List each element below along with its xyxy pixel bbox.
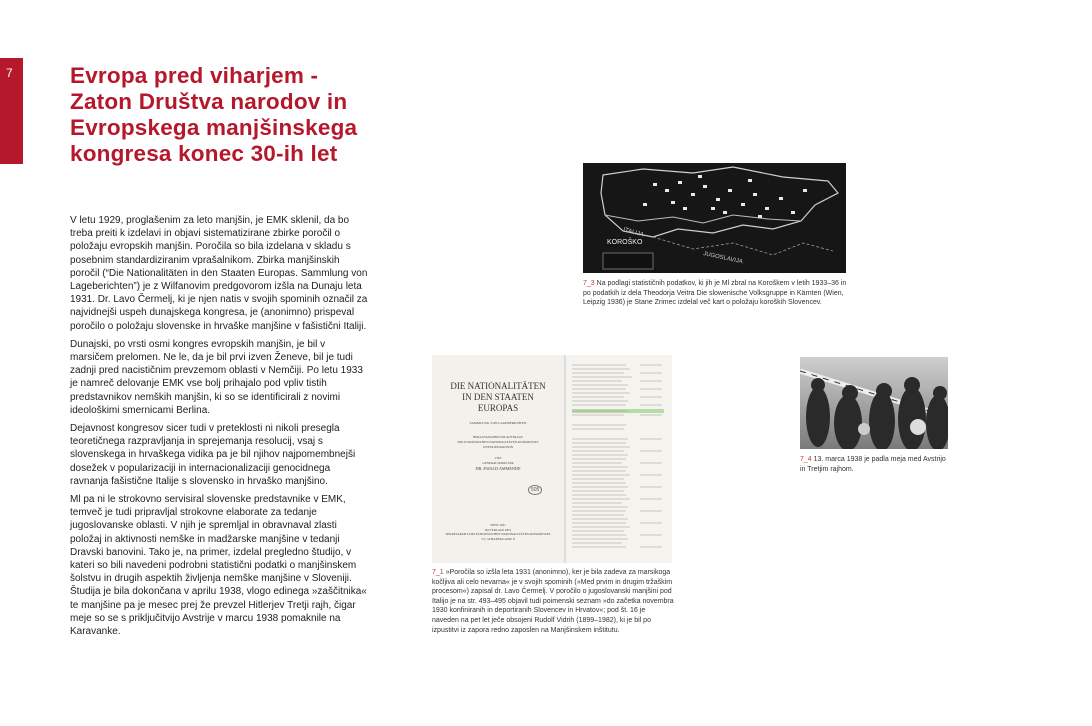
book-publisher <box>438 435 558 471</box>
book-title-line: IN DEN STAATEN <box>462 392 534 402</box>
map-label: ITALIJA <box>622 227 645 239</box>
page-title-line: kongresa konec 30-ih let <box>70 141 338 166</box>
publisher-line: HERAUSGEGEBEN IM AUFTRAGE <box>473 435 523 439</box>
caption-text: 13. marca 1938 je padla meja med Avstrijo in Tretjim rajhom. <box>800 456 946 473</box>
caption-text: Na podlagi statističnih podatkov, ki jih je Ml zbral na Koroškem v letih 1933–36 in po podatkih iz dela Theodorja Veitra Die slowenische Volksgruppe in Kärnten (Wien, Leipzig 1936) je Stane Zrimec izdelal več kart o položaju koroških Slovencev. <box>583 280 847 307</box>
title-page <box>432 355 564 563</box>
book-scan <box>432 355 672 563</box>
list-lines <box>566 355 672 563</box>
carinthia-map <box>583 163 846 273</box>
list-page <box>566 355 672 563</box>
book-title-line: EUROPAS <box>477 403 519 413</box>
photo-caption <box>800 455 950 474</box>
map-caption <box>583 279 848 308</box>
publisher-line: DES EUROPÄISCHEN NATIONALITÄTEN-KONGRESSES <box>457 440 539 444</box>
paragraph: V letu 1929, proglašenim za leto manjšin, je EMK sklenil, da bo treba preiti k izdelavi in objavi sistematizirane zbirke poročil o položaju evropskih manjšin. Poročila so bila izdelana v skladu s posebnim standardiziranim vprašalnikom. Zbirka manjšinskih poročil (“Die Nationalitäten in den Staaten Europas. Sammlung von Lageberichten”) je z Wilfanovim predgovorom izšla na Dunaju leta 1931. Dr. Lavo Čermelj, ki je njen natis v svojih spominih označil za najvidnejši uspeh dunajskega kongresa, je (anonimno) prispeval poročilo o položaju slovenske in hrvaške manjšine v fašistični Italiji. <box>70 215 368 332</box>
book-caption <box>432 568 674 635</box>
imprint-line: WIEN 1931 <box>490 523 506 527</box>
photo-graphic <box>800 357 948 449</box>
book-title <box>438 381 558 414</box>
publisher-line: DR. EWALD AMMENDE <box>475 466 521 471</box>
book-imprint <box>438 523 558 541</box>
paragraph: Ml pa ni le strokovno servisiral slovenske predstavnike v EMK, temveč je tudi pripravljal strokovne elaborate za tedanje jugoslovanske oblasti. V njih je spremljal in obravnaval zlasti položaj in aktivnosti nemške in madžarske manjšine v tedanji Dravski banovini. Tako je, na primer, izdelal pregledno študijo, v kateri so bili navedeni podrobni statistični podatki o manjšinskem šolstvu in drugih aspektih življenja nemške manjšine v Sloveniji. Študija je bila dokončana v aprilu 1938, vlogo edinega »zaščitnika« te manjšine pa je mesec prej že prevzel Hitlerjev Tretji rajh, čigar meje so se s priključitvijo Avstrije v marcu 1938 pomaknile na Karavanke. <box>70 494 367 638</box>
caption-number: 7_3 <box>583 280 595 287</box>
page-title-line: Zaton Društva narodov in <box>70 89 348 114</box>
publisher-line: GENERALSEKRETÄR <box>482 461 514 465</box>
page-number-tab <box>0 58 23 164</box>
caption-number: 7_1 <box>432 569 444 576</box>
map-graphic <box>583 163 846 273</box>
book-subtitle: SAMMLUNG VON LAGEBERICHTEN <box>469 421 527 425</box>
book-title-line: DIE NATIONALITÄTEN <box>450 381 546 391</box>
publisher-line: VON <box>494 456 502 460</box>
caption-text: »Poročila so izšla leta 1931 (anonimno), ker je bila zadeva za marsikoga kočljiva ali celo nevarna« je v svojih spominih (»Med prvim in drugim tržaškim procesom«) zapisal dr. Lavo Čermelj. V poročilo o jugoslovanski manjšini pod Italijo je na str. 493–495 objavil tudi poimenski seznam »do začetka novembra 1930 konfiniranih in deportiranih Slovencev in Hrvatov«; pod št. 16 je naveden na pet let ječe obsojeni Rudolf Vidrih (1899–1982), ki je bil po izpustitvi iz zapora redno zaposlen na Manjšinskem inštitutu. <box>432 569 674 634</box>
page-title-line: Evropskega manjšinskega <box>70 115 358 140</box>
body-text <box>70 214 370 643</box>
caption-number: 7_4 <box>800 456 812 463</box>
map-label: JUGOSLAVIJA <box>702 251 744 266</box>
imprint-line: IM VERLAGE DES <box>484 527 512 532</box>
publisher-line: UNTER REDAKTION <box>482 445 513 449</box>
imprint-line: SEKRETARIATS DES EUROPÄISCHEN NATIONALITÄTEN-KONGRESSES <box>445 532 551 537</box>
page-title <box>70 63 370 167</box>
library-stamp: 605 <box>528 485 542 495</box>
page-title-line: Evropa pred viharjem - <box>70 63 319 88</box>
map-label: KOROŠKO <box>607 239 643 246</box>
paragraph: Dejavnost kongresov sicer tudi v preteklosti ni nikoli presegla teoretičnega razpravljanja in sprejemanja resolucij, vsaj s slovenskega in hrvaškega vidika pa je bil njihov najpomembnejši dosežek v popularizaciji in internacionalizaciji genocidnega ravnanja fašistične Italije s slovensko in hrvaško manjšino. <box>70 423 356 487</box>
imprint-line: VI., SCHADEKGASSE 8 <box>481 536 515 541</box>
page-number: 7 <box>6 66 13 80</box>
paragraph: Dunajski, po vrsti osmi kongres evropskih manjšin, je bil v marsičem prelomen. Ne le, da je bil prvi izven Ženeve, bil je tudi zadnji pred nacističnim prevzemom oblasti v Nemčiji. Po letu 1933 je namreč delovanje EMK vse bolj prihajalo pod vpliv tistih predstavnikov nemških manjšin, ki so se identificirali z novimi ideološkimi smernicami Berlina. <box>70 338 363 416</box>
border-photo <box>800 357 948 449</box>
